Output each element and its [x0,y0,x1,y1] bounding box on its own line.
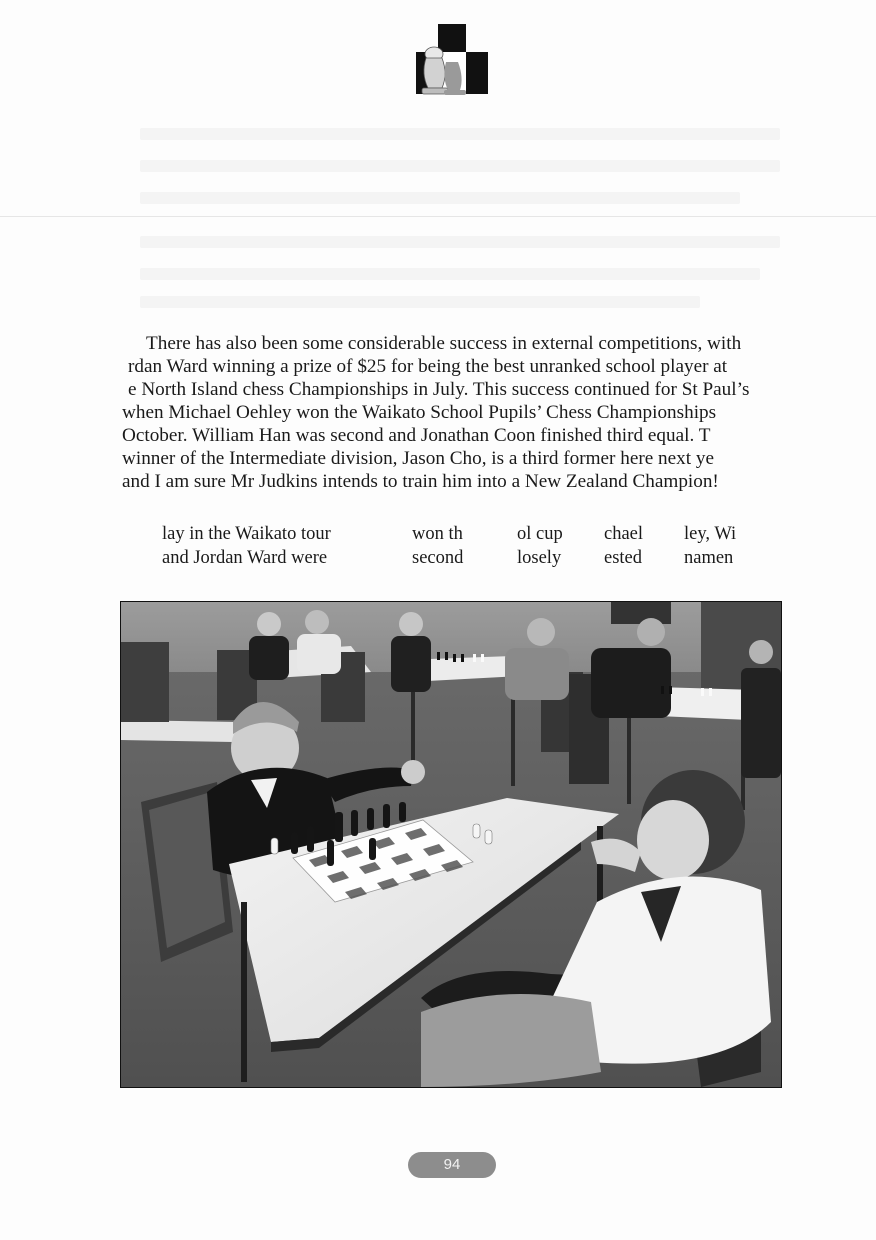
paragraph-line: and I am sure Mr Judkins intends to train him into a New Zealand Champion! [122,471,719,492]
page-number-badge: 94 [408,1152,496,1178]
caption-text: ol cup [517,524,563,544]
caption-text: ley, Wi [684,524,737,544]
photo-caption-fragment [162,522,331,570]
photo-caption-fragment [412,522,463,570]
caption-text: and Jordan Ward were [162,548,328,568]
caption-text: ested [604,548,643,568]
article-paragraph [122,332,782,493]
bleed-through-heading [128,28,141,81]
paragraph-line: e North Island chess Championships in July. This success continued for St Paul’s [128,379,750,400]
paragraph-line: There has also been some considerable success in external competitions, with [146,333,742,354]
caption-text: chael [604,524,644,544]
bleed-through-text [140,268,760,280]
bleed-through-text [140,128,780,140]
bleed-through-text [140,296,700,308]
paragraph-line: rdan Ward winning a prize of $25 for being the best unranked school player at [128,356,728,377]
chess-match-photo [120,601,782,1088]
photo-caption-fragment [684,522,736,570]
fold-line [0,216,876,217]
photo-caption-fragment [517,522,563,570]
caption-text: losely [517,548,562,568]
bleed-through-text [140,236,780,248]
bleed-through-text [140,192,740,204]
caption-text: second [412,548,464,568]
photo-caption-fragment [604,522,643,570]
caption-text: won th [412,524,463,544]
bleed-through-text [140,160,780,172]
paragraph-line: October. William Han was second and Jonathan Coon finished third equal. T [122,425,711,446]
caption-text: namen [684,548,734,568]
paragraph-line: when Michael Oehley won the Waikato School Pupils’ Chess Championships [122,402,717,423]
chess-pawn-icon [408,24,492,98]
paragraph-line: winner of the Intermediate division, Jason Cho, is a third former here next ye [122,448,714,469]
caption-text: lay in the Waikato tour [162,524,331,544]
